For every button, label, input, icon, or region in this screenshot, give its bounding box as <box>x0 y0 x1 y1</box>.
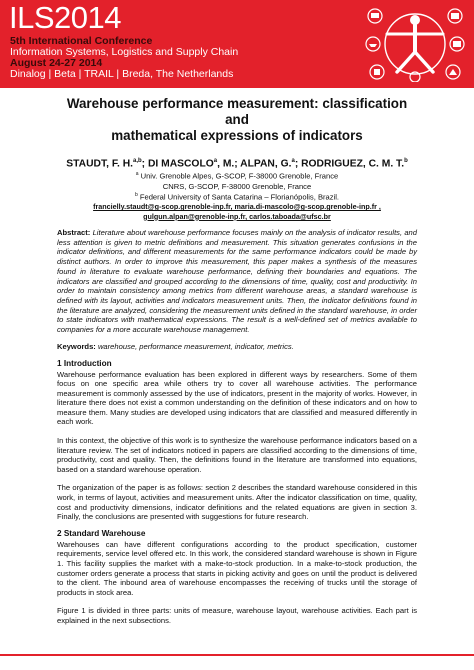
paper-body <box>57 96 417 626</box>
paragraph: Warehouse performance evaluation has been explored in different ways by researchers. Some of them focus on one specific area while others try to cover all warehouse activities. The performance measurement is commonly assessed by the use of indicators, present in the majority of works. However, in literature there does not exist a common understanding on the definition of these indicators and on how to measure them. Many studies are developed using indicators that are classified and measured differently in each work. <box>57 369 417 427</box>
affiliations: $^a$ Univ. Grenoble Alpes, G-SCOP, F-38000 Grenoble, France CNRS, G-SCOP, F-38000 Grenoble, France $^b$ Federal University of Santa Catarina – Florianópolis, Brazil. <box>134 171 340 202</box>
conference-edition: 5th International Conference <box>10 35 153 47</box>
author-emails[interactable]: francielly.staudt@g-scop.grenoble-inp.fr, maria.di-mascolo@g-scop.grenoble-inp.fr , gulgun.alpan@grenoble-inp.fr, carlos.taboada@ufsc.br <box>93 202 381 221</box>
paragraph: In this context, the objective of this work is to synthesize the warehouse performance indicators based on a literature review. The set of indicators noticed in papers are classified according to the dimensions of time, productivity, cost and quality. Then, the definitions found in the literature are transformed into equations, based on a standard warehouse operation. <box>57 436 417 474</box>
section-heading-standard-warehouse: 2 Standard Warehouse <box>57 528 146 538</box>
vitruvian-logistics-emblem-icon <box>365 6 465 82</box>
footer-divider <box>0 654 474 656</box>
conference-dates: August 24-27 2014 <box>10 57 103 69</box>
paragraph: Figure 1 is divided in three parts: units of measure, warehouse layout, warehouse activities. Each part is explained in the next subsections. <box>57 606 417 625</box>
keywords: Keywords: warehouse, performance measurement, indicator, metrics. <box>57 341 294 351</box>
paper-title: Warehouse performance measurement: classification and mathematical expressions of indicators <box>66 96 408 143</box>
author-list: STAUDT, F. H.$^{a,b}$; DI MASCOLO$^a$, M.; ALPAN, G.$^a$; RODRIGUEZ, C. M. T.$^b$ <box>66 158 408 170</box>
conference-subject: Information Systems, Logistics and Supply Chain <box>10 46 239 58</box>
paragraph: Warehouses can have different configurations according to the product specification, customer requirements, service level offered etc. In this work, the considered standard warehouse is shown in Figure 1. This facility supplies the market with a make-to-stock production. In a make-to-stock production, the customer orders generate a process that starts in picking activity and goes on until the product is delivered to the client. The inbound area of warehouse encompasses the receiving of trucks until the storage of products in stock area. <box>57 539 417 597</box>
keywords-label: Keywords: <box>57 341 96 351</box>
conference-venue: Dinalog | Beta | TRAIL | Breda, The Netherlands <box>10 68 234 80</box>
abstract: Abstract: Literature about warehouse performance focuses mainly on the analysis of indicator results, and less attention is given to metric definitions and measurement. This situation generates confusions in the indicator definitions, and different measurements for the same performance indicators could be made by distinct authors. In order to improve this measurement, this paper makes a synthesis of the measures found in literature to evaluate warehouse performance, defining their boundaries and equations. The indicators are classified and grouped according to the dimensions of time, quality, cost and productivity. In order to maintain consistency among metrics from different warehouse areas, a standard warehouse is defined with its layout, activities and indicators measurement units. Then, the indicator definitions found in the literature are analyzed, considering the measurement units defined in the standard warehouse, in order to state indicators with mathematical expressions. The result is a well-defined set of metrics available to companies for a more accurate warehouse management. <box>57 228 417 335</box>
conference-logo: ILS2014 <box>9 0 121 35</box>
paragraph: The organization of the paper is as follows: section 2 describes the standard warehouse considered in this work, in terms of layout, activities and measurement units. After the indicator classification on time, quality, cost and productivity dimensions, indicator definitions and the related equations are given in section 3. Finally, the conclusions are presented with suggestions for future research. <box>57 483 417 522</box>
abstract-label: Abstract: <box>57 228 91 238</box>
section-heading-introduction: 1 Introduction <box>57 358 112 368</box>
conference-info <box>10 36 238 80</box>
footer-bar <box>0 640 474 670</box>
conference-header <box>0 0 474 88</box>
